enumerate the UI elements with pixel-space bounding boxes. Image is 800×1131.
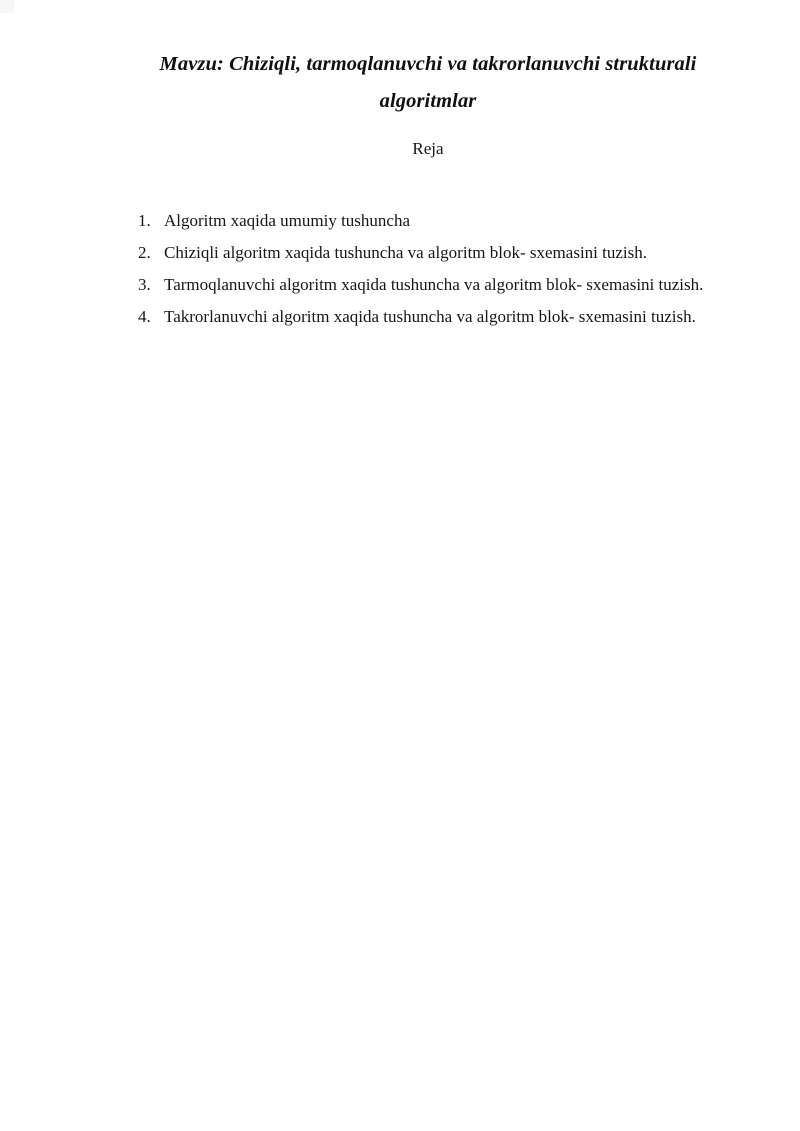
list-item bbox=[138, 269, 738, 301]
reja-list bbox=[138, 161, 738, 333]
list-item bbox=[138, 237, 738, 269]
page-title: Mavzu: Chiziqli, tarmoqlanuvchi va takrorlanuvchi strukturali algoritmlar bbox=[159, 53, 697, 112]
list-item-marker: 1. bbox=[138, 211, 151, 230]
subtitle-reja: Reja bbox=[412, 139, 444, 158]
list-item-label: Algoritm xaqida umumiy tushuncha bbox=[164, 211, 410, 230]
list-item-marker: 4. bbox=[138, 307, 151, 326]
list-item-label: Chiziqli algoritm xaqida tushuncha va algoritm blok- sxemasini tuzish. bbox=[164, 243, 647, 262]
list-item-label: Tarmoqlanuvchi algoritm xaqida tushuncha va algoritm blok- sxemasini tuzish. bbox=[164, 275, 704, 294]
document-body bbox=[0, 0, 800, 333]
list-item bbox=[138, 301, 738, 333]
list-item-marker: 3. bbox=[138, 275, 151, 294]
list-item-marker: 2. bbox=[138, 243, 151, 262]
list-item bbox=[138, 205, 738, 237]
list-item-label: Takrorlanuvchi algoritm xaqida tushuncha va algoritm blok- sxemasini tuzish. bbox=[164, 307, 696, 326]
